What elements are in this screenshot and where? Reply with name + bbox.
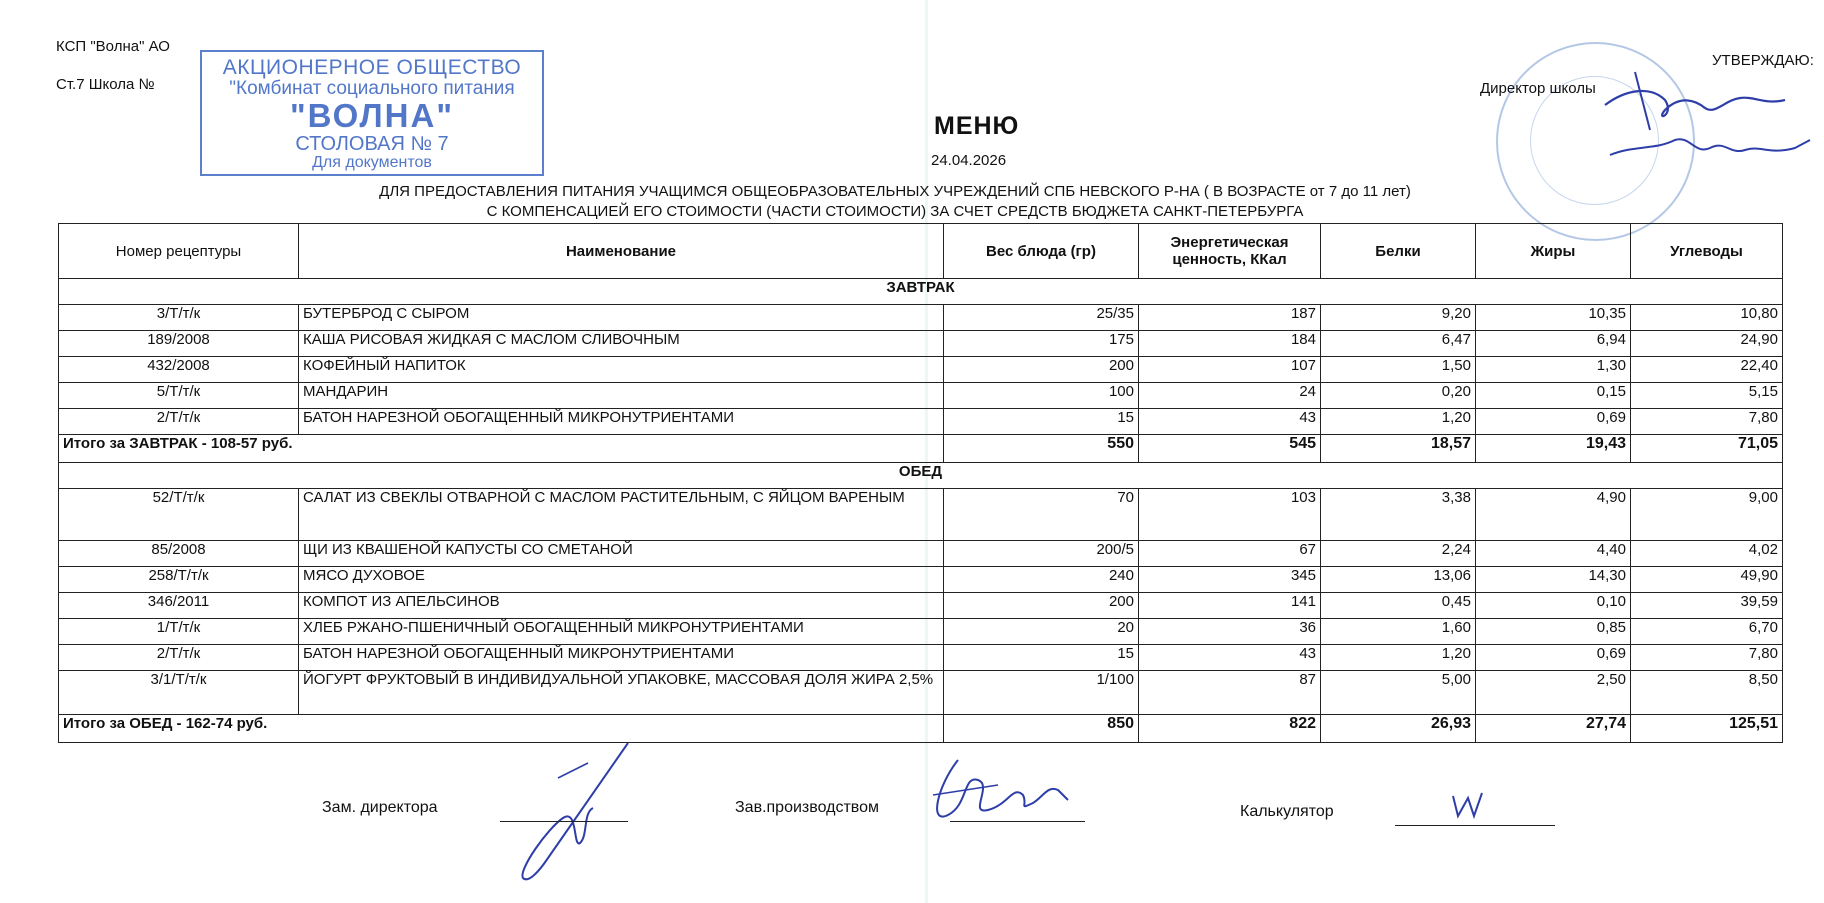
cell-recipe: 1/Т/т/к [59, 619, 299, 645]
cell-protein: 1,50 [1321, 357, 1476, 383]
calculator-signature [1448, 788, 1488, 822]
cell-fat: 4,90 [1476, 489, 1631, 541]
col-carbs: Углеводы [1631, 224, 1783, 279]
cell-fat: 10,35 [1476, 305, 1631, 331]
cell-name: МАНДАРИН [299, 383, 944, 409]
stamp-line-5: Для документов [312, 153, 432, 171]
cell-recipe: 52/Т/т/к [59, 489, 299, 541]
cell-name: МЯСО ДУХОВОЕ [299, 567, 944, 593]
cell-fat: 2,50 [1476, 671, 1631, 715]
cell-energy: 345 [1139, 567, 1321, 593]
cell-protein: 1,60 [1321, 619, 1476, 645]
cell-energy: 107 [1139, 357, 1321, 383]
table-header-row [59, 224, 1783, 279]
cell-fat: 4,40 [1476, 541, 1631, 567]
organization-name: КСП "Волна" АО [56, 38, 170, 55]
cell-recipe: 2/Т/т/к [59, 645, 299, 671]
production-sign-line [950, 821, 1085, 822]
cell-fat: 0,10 [1476, 593, 1631, 619]
table-row [59, 567, 1783, 593]
total-weight: 850 [944, 715, 1139, 743]
cell-carbs: 49,90 [1631, 567, 1783, 593]
calculator-sign-line [1395, 825, 1555, 826]
cell-weight: 70 [944, 489, 1139, 541]
stamp-line-3: "ВОЛНА" [290, 96, 454, 134]
subtitle-line-1: ДЛЯ ПРЕДОСТАВЛЕНИЯ ПИТАНИЯ УЧАЩИМСЯ ОБЩЕОБРАЗОВАТЕЛЬНЫХ УЧРЕЖДЕНИЙ СПБ НЕВСКОГО Р-НА ( В ВОЗРАСТЕ от 7 до 11 лет) [379, 183, 1411, 200]
footer-calculator-label: Калькулятор [1240, 803, 1334, 820]
col-fat: Жиры [1476, 224, 1631, 279]
table-row [59, 645, 1783, 671]
cell-carbs: 10,80 [1631, 305, 1783, 331]
cell-carbs: 24,90 [1631, 331, 1783, 357]
total-weight: 550 [944, 435, 1139, 463]
menu-title: МЕНЮ [934, 112, 1020, 140]
total-fat: 19,43 [1476, 435, 1631, 463]
breakfast-total-row [59, 435, 1783, 463]
col-weight: Вес блюда (гр) [944, 224, 1139, 279]
cell-recipe: 258/Т/т/к [59, 567, 299, 593]
cell-name: ЩИ ИЗ КВАШЕНОЙ КАПУСТЫ СО СМЕТАНОЙ [299, 541, 944, 567]
cell-energy: 67 [1139, 541, 1321, 567]
footer-production-label: Зав.производством [735, 799, 879, 816]
cell-name: САЛАТ ИЗ СВЕКЛЫ ОТВАРНОЙ С МАСЛОМ РАСТИТЕЛЬНЫМ, С ЯЙЦОМ ВАРЕНЫМ [299, 489, 944, 541]
cell-name: БУТЕРБРОД С СЫРОМ [299, 305, 944, 331]
deputy-sign-line [500, 821, 628, 822]
cell-name: БАТОН НАРЕЗНОЙ ОБОГАЩЕННЫЙ МИКРОНУТРИЕНТАМИ [299, 645, 944, 671]
cell-carbs: 22,40 [1631, 357, 1783, 383]
cell-name: ЙОГУРТ ФРУКТОВЫЙ В ИНДИВИДУАЛЬНОЙ УПАКОВКЕ, МАССОВАЯ ДОЛЯ ЖИРА 2,5% [299, 671, 944, 715]
cell-weight: 175 [944, 331, 1139, 357]
table-row [59, 619, 1783, 645]
cell-recipe: 432/2008 [59, 357, 299, 383]
cell-weight: 25/35 [944, 305, 1139, 331]
breakfast-total-label: Итого за ЗАВТРАК - 108-57 руб. [59, 435, 944, 463]
cell-protein: 6,47 [1321, 331, 1476, 357]
menu-date: 24.04.2026 [931, 152, 1007, 169]
table-row [59, 489, 1783, 541]
cell-recipe: 5/Т/т/к [59, 383, 299, 409]
lunch-total-row [59, 715, 1783, 743]
total-carbs: 125,51 [1631, 715, 1783, 743]
cell-protein: 2,24 [1321, 541, 1476, 567]
cell-name: БАТОН НАРЕЗНОЙ ОБОГАЩЕННЫЙ МИКРОНУТРИЕНТАМИ [299, 409, 944, 435]
lunch-total-label: Итого за ОБЕД - 162-74 руб. [59, 715, 944, 743]
col-name: Наименование [299, 224, 944, 279]
cell-carbs: 7,80 [1631, 409, 1783, 435]
school-label: Ст.7 Школа № [56, 76, 155, 93]
total-carbs: 71,05 [1631, 435, 1783, 463]
cell-fat: 0,69 [1476, 409, 1631, 435]
lunch-section-label: ОБЕД [59, 463, 1783, 489]
cell-weight: 200 [944, 357, 1139, 383]
cell-name: КОФЕЙНЫЙ НАПИТОК [299, 357, 944, 383]
cell-energy: 43 [1139, 409, 1321, 435]
stamp-line-4: СТОЛОВАЯ № 7 [295, 132, 449, 155]
table-row [59, 593, 1783, 619]
total-protein: 18,57 [1321, 435, 1476, 463]
stamp-line-2: "Комбинат социального питания [229, 78, 515, 100]
cell-weight: 240 [944, 567, 1139, 593]
total-energy: 545 [1139, 435, 1321, 463]
cell-fat: 0,69 [1476, 645, 1631, 671]
cell-name: КАША РИСОВАЯ ЖИДКАЯ С МАСЛОМ СЛИВОЧНЫМ [299, 331, 944, 357]
cell-carbs: 9,00 [1631, 489, 1783, 541]
production-signature [918, 755, 1088, 835]
cell-protein: 1,20 [1321, 409, 1476, 435]
cell-protein: 13,06 [1321, 567, 1476, 593]
cell-energy: 141 [1139, 593, 1321, 619]
cell-recipe: 346/2011 [59, 593, 299, 619]
breakfast-section-label: ЗАВТРАК [59, 279, 1783, 305]
menu-table [58, 223, 1783, 743]
cell-fat: 6,94 [1476, 331, 1631, 357]
footer-deputy-label: Зам. директора [322, 799, 438, 816]
cell-weight: 15 [944, 645, 1139, 671]
table-row [59, 331, 1783, 357]
cell-weight: 100 [944, 383, 1139, 409]
cell-protein: 0,45 [1321, 593, 1476, 619]
total-fat: 27,74 [1476, 715, 1631, 743]
lunch-section-header [59, 463, 1783, 489]
cell-carbs: 4,02 [1631, 541, 1783, 567]
cell-protein: 0,20 [1321, 383, 1476, 409]
rectangular-stamp [200, 50, 544, 176]
cell-fat: 1,30 [1476, 357, 1631, 383]
table-row [59, 357, 1783, 383]
cell-recipe: 85/2008 [59, 541, 299, 567]
cell-protein: 9,20 [1321, 305, 1476, 331]
cell-fat: 0,15 [1476, 383, 1631, 409]
cell-protein: 1,20 [1321, 645, 1476, 671]
breakfast-section-header [59, 279, 1783, 305]
cell-carbs: 39,59 [1631, 593, 1783, 619]
cell-energy: 24 [1139, 383, 1321, 409]
menu-body [59, 279, 1783, 743]
cell-recipe: 3/Т/т/к [59, 305, 299, 331]
table-row [59, 305, 1783, 331]
cell-recipe: 189/2008 [59, 331, 299, 357]
cell-weight: 15 [944, 409, 1139, 435]
cell-energy: 103 [1139, 489, 1321, 541]
total-protein: 26,93 [1321, 715, 1476, 743]
cell-energy: 87 [1139, 671, 1321, 715]
cell-energy: 187 [1139, 305, 1321, 331]
table-row [59, 383, 1783, 409]
cell-energy: 36 [1139, 619, 1321, 645]
cell-protein: 3,38 [1321, 489, 1476, 541]
col-energy: Энергетическая ценность, ККал [1139, 224, 1321, 279]
cell-fat: 0,85 [1476, 619, 1631, 645]
cell-energy: 43 [1139, 645, 1321, 671]
cell-weight: 200/5 [944, 541, 1139, 567]
cell-weight: 20 [944, 619, 1139, 645]
deputy-signature [488, 738, 648, 888]
cell-weight: 200 [944, 593, 1139, 619]
cell-carbs: 7,80 [1631, 645, 1783, 671]
approve-label: УТВЕРЖДАЮ: [1712, 52, 1814, 69]
cell-fat: 14,30 [1476, 567, 1631, 593]
cell-carbs: 6,70 [1631, 619, 1783, 645]
director-label: Директор школы [1480, 80, 1596, 97]
total-energy: 822 [1139, 715, 1321, 743]
table-row [59, 409, 1783, 435]
table-row [59, 541, 1783, 567]
cell-protein: 5,00 [1321, 671, 1476, 715]
cell-weight: 1/100 [944, 671, 1139, 715]
cell-recipe: 2/Т/т/к [59, 409, 299, 435]
cell-energy: 184 [1139, 331, 1321, 357]
cell-carbs: 8,50 [1631, 671, 1783, 715]
cell-name: ХЛЕБ РЖАНО-ПШЕНИЧНЫЙ ОБОГАЩЕННЫЙ МИКРОНУТРИЕНТАМИ [299, 619, 944, 645]
col-protein: Белки [1321, 224, 1476, 279]
stamp-line-1: АКЦИОНЕРНОЕ ОБЩЕСТВО [222, 56, 522, 79]
cell-name: КОМПОТ ИЗ АПЕЛЬСИНОВ [299, 593, 944, 619]
cell-recipe: 3/1/Т/т/к [59, 671, 299, 715]
table-row [59, 671, 1783, 715]
cell-carbs: 5,15 [1631, 383, 1783, 409]
col-recipe: Номер рецептуры [59, 224, 299, 279]
subtitle-line-2: С КОМПЕНСАЦИЕЙ ЕГО СТОИМОСТИ (ЧАСТИ СТОИМОСТИ) ЗА СЧЕТ СРЕДСТВ БЮДЖЕТА САНКТ-ПЕТЕРБУРГА [486, 203, 1304, 220]
